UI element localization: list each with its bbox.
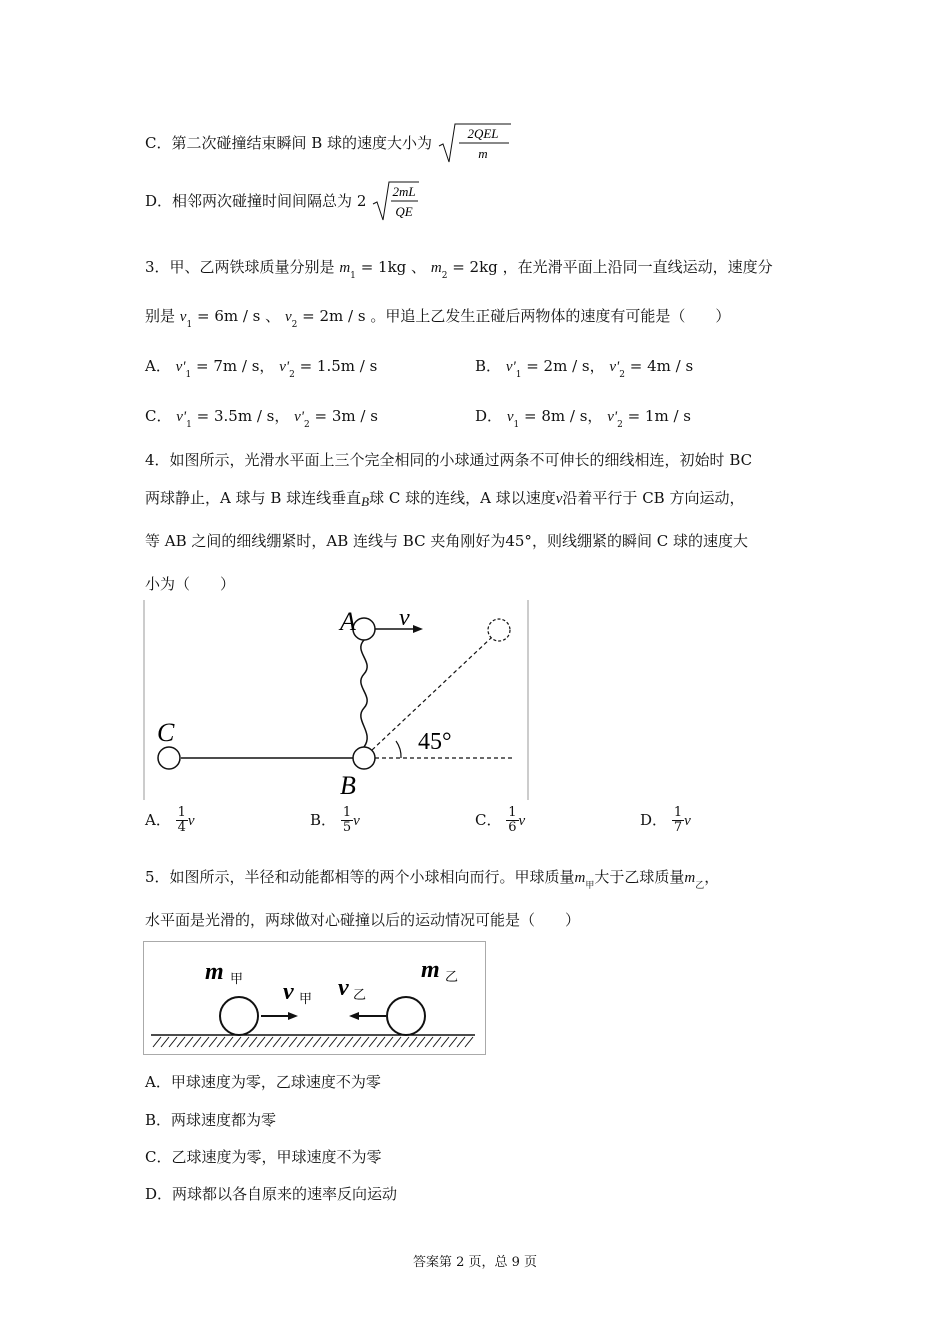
q3-c-1: = 3.5m / s，	[196, 407, 290, 425]
q5-sub-yi: 乙	[695, 881, 705, 891]
q2-option-c-text: C．第二次碰撞结束瞬间 B 球的速度大小为	[145, 134, 433, 152]
q3-m2-sub: 2	[441, 271, 448, 281]
q3-option-c	[145, 405, 378, 430]
q3-option-b	[475, 355, 694, 380]
q3-m2-val: = 2kg	[452, 258, 498, 276]
q3-m2: m	[430, 260, 442, 276]
label-c: C	[157, 718, 175, 747]
sub: 2	[619, 370, 625, 380]
label-angle: 45°	[418, 729, 452, 755]
q3-c-2: = 3m / s	[314, 407, 378, 425]
fraction	[176, 806, 188, 836]
q3-v2-val: = 2m / s	[302, 307, 366, 325]
q4-angle: 45°	[505, 532, 532, 550]
den: 5	[342, 820, 352, 836]
q5-figure	[143, 941, 489, 1057]
q4-var-b: B	[361, 494, 370, 509]
var-v: v	[353, 812, 360, 829]
sub: 1	[185, 370, 192, 380]
q5-option-a: A．甲球速度为零，乙球速度不为零	[145, 1073, 381, 1091]
den: 7	[673, 820, 683, 836]
q4-text: ，则线绷紧的瞬间 C 球的速度大	[531, 532, 748, 550]
q3-option-d	[475, 405, 691, 430]
label-yi-sub: 乙	[445, 970, 459, 985]
q4-option-c	[475, 806, 525, 836]
q3-stem-text-3: 别是	[145, 307, 176, 325]
q3-option-a	[145, 355, 378, 380]
q5-stem-line2: 水平面是光滑的，两球做对心碰撞以后的运动情况可能是（ ）	[145, 911, 581, 929]
sub: 1	[515, 370, 522, 380]
var-v-prime: v'	[609, 359, 620, 375]
var-v: v	[506, 409, 514, 425]
q2-d-coef: 2	[356, 192, 367, 210]
var-v-prime: v'	[294, 409, 305, 425]
q2-c-den: m	[478, 146, 488, 161]
sqrt-symbol	[437, 122, 513, 166]
var-v-prime: v'	[175, 359, 186, 375]
var-v-prime: v'	[607, 409, 618, 425]
q5-sub-jia: 甲	[585, 881, 595, 891]
ball-b	[353, 747, 375, 769]
q4-stem-line4: 小为（ ）	[145, 575, 236, 593]
angle-arc	[396, 741, 401, 758]
ball-a-final	[488, 619, 510, 641]
q3-m1-sub: 1	[350, 271, 356, 281]
label-v-yi: v	[338, 975, 349, 1001]
q3-b-1: = 2m / s，	[526, 357, 605, 375]
q5-text: 5．如图所示，半径和动能都相等的两个小球相向而行。甲球质量	[145, 868, 575, 886]
fraction	[341, 806, 353, 836]
num: 1	[177, 805, 186, 820]
label-a: A	[340, 607, 356, 636]
q4-text: 两球静止，A 球与 B 球连线垂直	[145, 489, 362, 507]
q3-stem-text-4: 。甲追上乙发生正碰后两物体的速度有可能是（ ）	[370, 307, 731, 325]
q3-b-2: = 4m / s	[629, 357, 694, 375]
q3-m1-val: = 1kg	[360, 258, 407, 276]
sub: 2	[617, 420, 623, 430]
q2-d-den: QE	[395, 204, 413, 219]
label-jia-sub: 甲	[299, 992, 313, 1007]
num: 1	[673, 805, 683, 820]
string-ab-slack	[361, 640, 367, 747]
option-label: C．	[475, 810, 502, 829]
option-label: A．	[145, 810, 171, 829]
q3-m1: m	[339, 260, 351, 276]
q3-stem-line2	[145, 305, 731, 330]
q4-option-d	[640, 806, 691, 836]
option-label: D．	[640, 810, 668, 829]
q3-v2-sub: 2	[291, 320, 298, 330]
num: 1	[342, 805, 352, 820]
fraction	[506, 806, 518, 836]
q3-v1: v	[179, 309, 187, 325]
option-label: C．	[145, 407, 172, 425]
q4-var-v: v	[555, 491, 563, 507]
q5-var-m: m	[684, 870, 696, 886]
var-v-prime: v'	[176, 409, 187, 425]
ball-c	[158, 747, 180, 769]
option-label: A．	[145, 357, 171, 375]
sub: 1	[513, 420, 520, 430]
var-v: v	[518, 812, 526, 829]
num: 1	[508, 805, 517, 820]
q4-text: 球 C 球的连线，A 球以速度	[369, 489, 556, 507]
q4-text: 等 AB 之间的细线绷紧时，AB 连线与 BC 夹角刚好为	[145, 532, 506, 550]
q4-option-b	[310, 806, 360, 836]
q5-text: 大于乙球质量	[594, 868, 685, 886]
q2-d-num: 2mL	[392, 184, 416, 199]
fraction	[672, 806, 684, 836]
q3-d-1: = 8m / s，	[524, 407, 603, 425]
den: 4	[177, 820, 186, 836]
sub: 2	[304, 420, 310, 430]
option-label: B．	[475, 357, 502, 375]
ball-yi	[387, 997, 425, 1035]
option-label: B．	[310, 810, 337, 829]
q2-option-d	[145, 180, 421, 224]
q3-stem-text: 3．甲、乙两铁球质量分别是	[145, 258, 335, 276]
q4-stem-line3	[145, 530, 748, 551]
q5-var-m: m	[574, 870, 586, 886]
label-m-jia: m	[205, 959, 224, 985]
q4-stem-line1: 4．如图所示，光滑水平面上三个完全相同的小球通过两条不可伸长的细线相连，初始时 BC	[145, 451, 753, 469]
q5-option-d: D．两球都以各自原来的速率反向运动	[145, 1185, 398, 1203]
q3-sep: 、	[265, 307, 281, 325]
q2-option-c	[145, 122, 513, 166]
q4-option-a	[145, 806, 195, 836]
q5-text: ，	[704, 868, 720, 886]
arrow-head	[413, 625, 423, 633]
label-yi-sub: 乙	[353, 988, 367, 1003]
var-v-prime: v'	[279, 359, 290, 375]
var-v: v	[684, 812, 691, 829]
sub: 1	[186, 420, 192, 430]
q2-option-d-text: D．相邻两次碰撞时间间隔总为	[145, 192, 353, 210]
den: 6	[508, 820, 517, 836]
ball-jia	[220, 997, 258, 1035]
q3-stem-line1	[145, 256, 773, 281]
var-v: v	[187, 812, 195, 829]
q5-option-c: C．乙球速度为零，甲球速度不为零	[145, 1148, 382, 1166]
q3-v2: v	[284, 309, 292, 325]
q4-figure	[143, 600, 531, 802]
q3-a-1: = 7m / s，	[196, 357, 275, 375]
label-v: v	[399, 605, 410, 631]
ball-a	[353, 618, 375, 640]
label-v-jia: v	[283, 979, 294, 1005]
q3-a-2: = 1.5m / s	[299, 357, 378, 375]
q5-option-b: B．两球速度都为零	[145, 1111, 277, 1129]
q4-text: 沿着平行于 CB 方向运动，	[562, 489, 745, 507]
q2-c-num: 2QEL	[467, 126, 499, 141]
sqrt-symbol	[371, 180, 421, 224]
q3-v1-sub: 1	[186, 320, 193, 330]
q4-stem-line2	[145, 487, 744, 508]
sub: 2	[289, 370, 295, 380]
label-m-yi: m	[421, 957, 440, 983]
label-b: B	[340, 771, 356, 800]
option-label: D．	[475, 407, 503, 425]
q3-v1-val: = 6m / s	[196, 307, 261, 325]
page-footer: 答案第 2 页，总 9 页	[412, 1255, 538, 1270]
var-v-prime: v'	[505, 359, 516, 375]
q3-sep: 、	[411, 258, 427, 276]
q3-stem-text-2: ，在光滑平面上沿同一直线运动，速度分	[502, 258, 773, 276]
label-jia-sub: 甲	[230, 972, 244, 987]
q3-d-2: = 1m / s	[627, 407, 691, 425]
q5-stem-line1	[145, 866, 720, 891]
